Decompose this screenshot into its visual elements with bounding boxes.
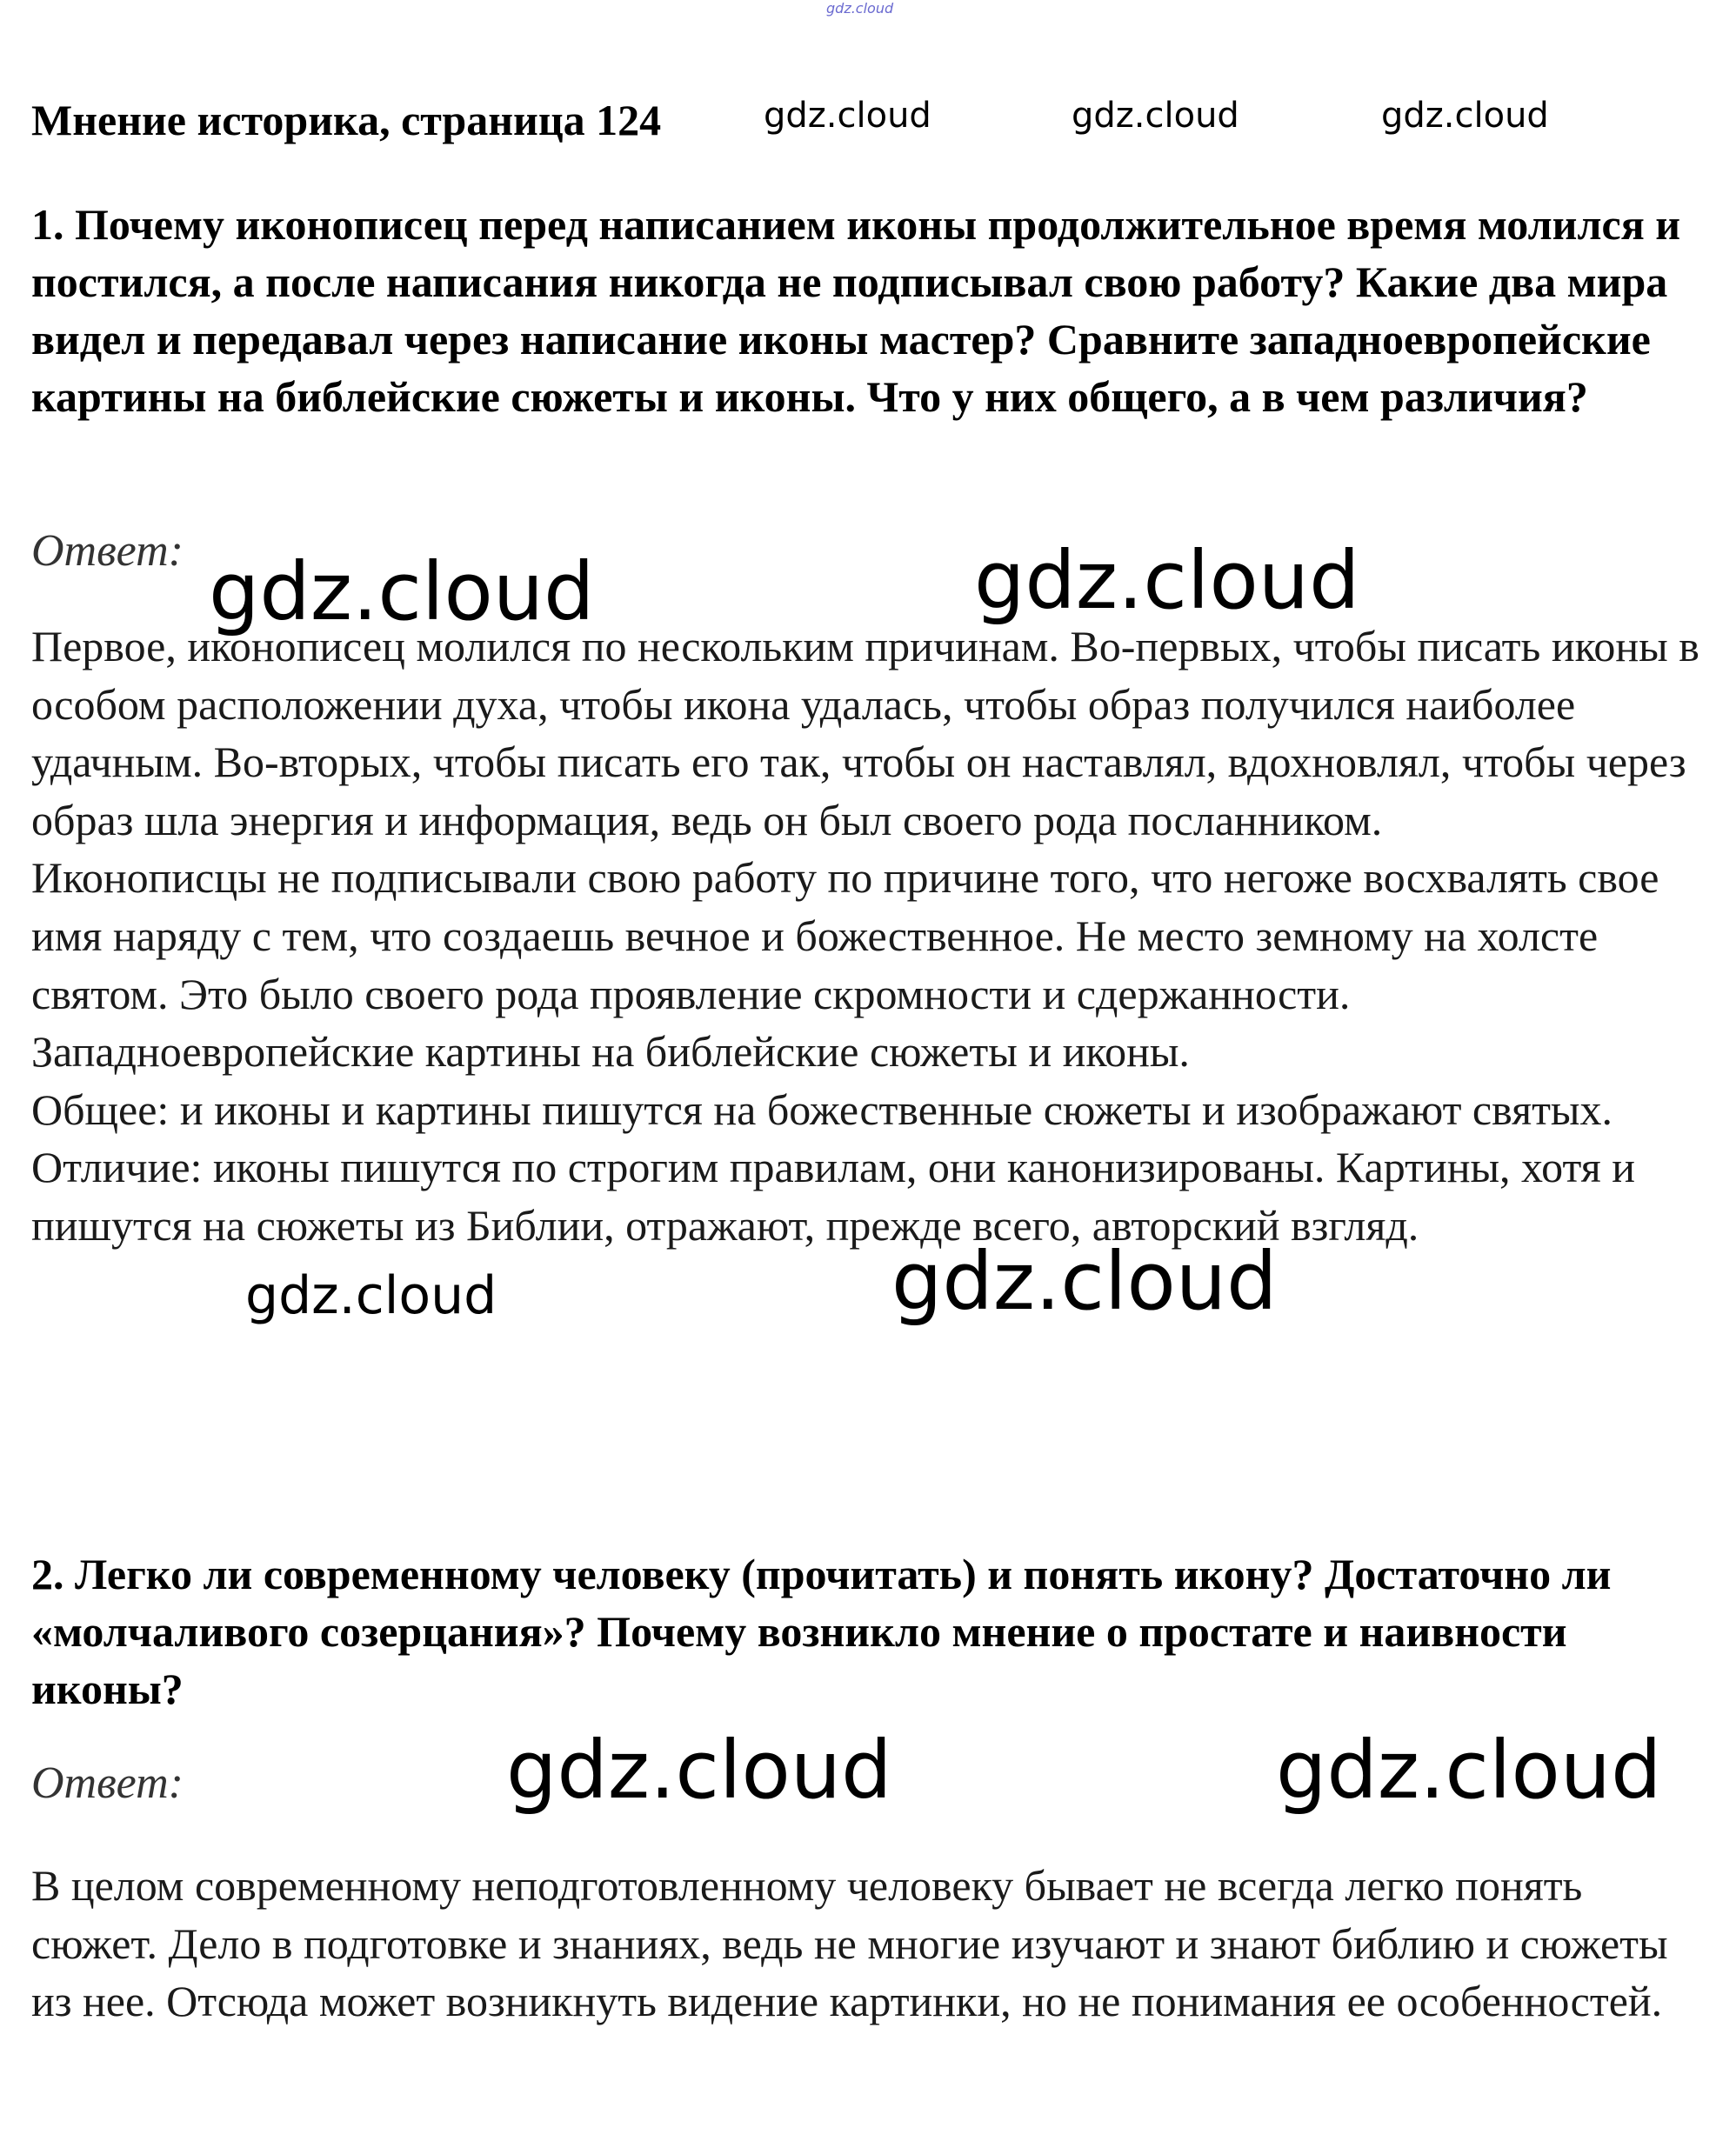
watermark-mid-right: gdz.cloud xyxy=(891,1235,1278,1328)
answer-1-label: Ответ: xyxy=(31,526,184,576)
answer-1-paragraph: Первое, иконописец молился по нескольким причинам. Во-первых, чтобы писать иконы в особом расположении духа, чтобы икона удалась, чтобы образ получился наиболее удачным. Во-вторых, чтобы писать его так, чтобы он наставлял, вдохновлял, чтобы через образ шла энергия и информация, ведь он был своего рода посланником. xyxy=(31,622,1699,844)
watermark-header-2: gdz.cloud xyxy=(1072,96,1239,136)
watermark-answer2-left: gdz.cloud xyxy=(506,1724,892,1817)
answer-2-paragraph: В целом современному неподготовленному человеку бывает не всегда легко понять сюжет. Дело в подготовке и знаниях, ведь не многие изучают и знают библию и сюжеты из нее. Отсюда может возникнуть видение картинки, но не понимания ее особенностей. xyxy=(31,1861,1668,2026)
question-1: 1. Почему иконописец перед написанием иконы продолжительное время молился и постился, а после написания никогда не подписывал свою работу? Какие два мира видел и передавал через написание иконы мастер? Сравните западноевропейские картины на библейские сюжеты и иконы. Что у них общего, а в чем различия? xyxy=(31,200,1681,421)
watermark-answer2-right: gdz.cloud xyxy=(1276,1724,1662,1817)
answer-1-text xyxy=(31,617,1714,1255)
watermark-answer1-right: gdz.cloud xyxy=(974,534,1360,627)
watermark-top-tiny: gdz.cloud xyxy=(826,0,894,17)
answer-1-paragraph: Отличие: иконы пишутся по строгим правилам, они канонизированы. Картины, хотя и пишутся на сюжеты из Библии, отражают, прежде всего, авторский взгляд. xyxy=(31,1143,1635,1250)
question-2: 2. Легко ли современному человеку (прочитать) и понять икону? Достаточно ли «молчаливого созерцания»? Почему возникло мнение о простате и наивности иконы? xyxy=(31,1550,1612,1713)
watermark-header-1: gdz.cloud xyxy=(764,96,931,136)
watermark-mid-left: gdz.cloud xyxy=(245,1265,497,1326)
watermark-header-3: gdz.cloud xyxy=(1381,96,1549,136)
watermark-answer1-left: gdz.cloud xyxy=(209,545,595,638)
answer-1-paragraph: Западноевропейские картины на библейские сюжеты и иконы. xyxy=(31,1027,1190,1077)
answer-2-text xyxy=(31,1857,1714,2031)
page-title: Мнение историка, страница 124 xyxy=(31,96,662,144)
answer-1-paragraph: Общее: и иконы и картины пишутся на божественные сюжеты и изображают святых. xyxy=(31,1084,1613,1134)
answer-1-paragraph: Иконописцы не подписывали свою работу по причине того, что негоже восхвалять свое имя наряду с тем, что создаешь вечное и божественное. Не место земному на холсте святом. Это было своего рода проявление скромности и сдержанности. xyxy=(31,853,1659,1018)
answer-2-label: Ответ: xyxy=(31,1758,184,1808)
